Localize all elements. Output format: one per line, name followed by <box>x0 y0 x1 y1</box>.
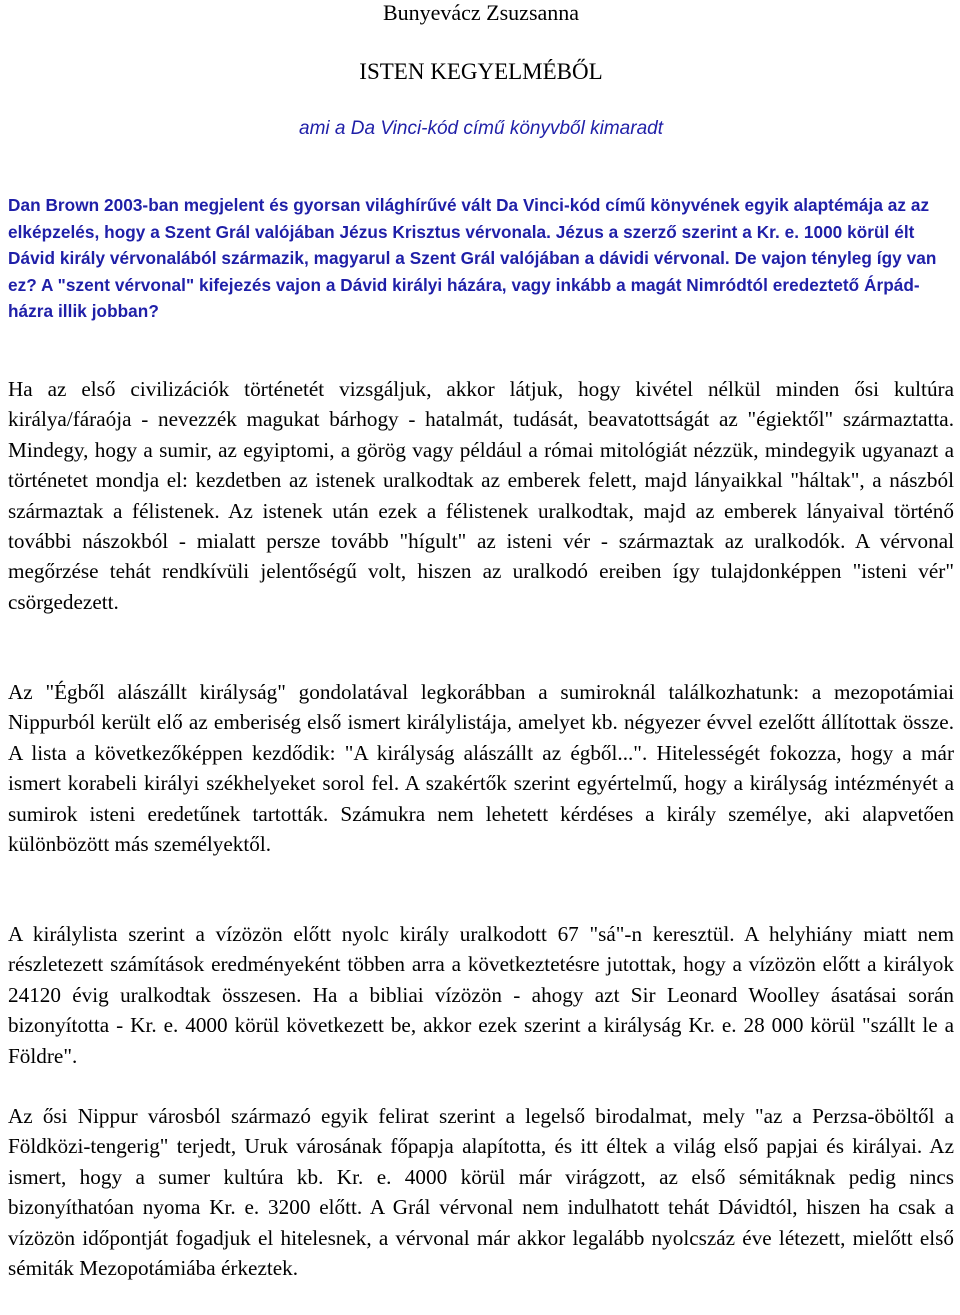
document-subtitle: ami a Da Vinci-kód című könyvből kimaradt <box>299 118 663 139</box>
body-paragraph-3: A királylista szerint a vízözön előtt nyolc király uralkodott 67 "sá"-n keresztül. A helyhiány miatt nem részletezett számítások eredményeként többen arra a következtetésre jutottak, hogy a vízözön előtt a királyok 24120 évig uralkodtak összesen. Ha a bibliai vízözön - ahogy azt Sir Leonard Woolley ásatásai során bizonyította - Kr. e. 4000 körül következett be, akkor ezek szerint a királyság Kr. e. 28 000 körül "szállt le a Földre". <box>8 922 954 1068</box>
document-title: ISTEN KEGYELMÉBŐL <box>359 59 603 84</box>
body-paragraph-1: Ha az első civilizációk történetét vizsgáljuk, akkor látjuk, hogy kivétel nélkül minden ősi kultúra királya/fáraója - nevezzék magukat bárhogy - hatalmát, tudását, beavatottságát az "égiektől" származtatta. Mindegy, hogy a sumir, az egyiptomi, a görög vagy például a római mitológiát nézzük, mindegyik ugyanazt a történetet mondja el: kezdetben az istenek uralkodtak az emberek felett, majd lányaikkal "háltak", a nászból származtak a félistenek. Az istenek után ezek a félistenek uralkodtak, majd az emberek lányaival történő további nászokból - mialatt persze tovább "hígult" az isteni vér - származtak az uralkodók. A vérvonal megőrzése tehát rendkívüli jelentőségű volt, hiszen az uralkodó ereiben így tulajdonképpen "isteni vér" csörgedezett. <box>8 377 954 614</box>
intro-paragraph: Dan Brown 2003-ban megjelent és gyorsan világhírűvé vált Da Vinci-kód című könyvének egyik alaptémája az az elképzelés, hogy a Szent Grál valójában Jézus Krisztus vérvonala. Jézus a szerző szerint a Kr. e. 1000 körül élt Dávid király vérvonalából származik, magyarul a Szent Grál valójában a dávidi vérvonal. De vajon tényleg így van ez? A "szent vérvonal" kifejezés vajon a Dávid királyi házára, vagy inkább a magát Nimródtól eredeztető Árpád-házra illik jobban? <box>8 195 937 321</box>
body-paragraph-4: Az ősi Nippur városból származó egyik felirat szerint a legelső birodalmat, mely "az a Perzsa-öböltől a Földközi-tengerig" terjedt, Uruk városának főpapja alapította, és itt éltek a világ első papjai és királyai. Az ismert, hogy a sumer kultúra kb. Kr. e. 4000 körül már virágzott, az első sémitáknak pedig nincs bizonyíthatóan nyoma Kr. e. 3200 előtt. A Grál vérvonal nem indulhatott tehát Dávidtól, hiszen ha csak a vízözön időpontját fogadjuk el hitelesnek, a vérvonal már akkor legalább nyolcszáz éve létezett, mielőtt első sémiták Mezopotámiába érkeztek. <box>8 1104 954 1281</box>
body-paragraph-2: Az "Égből alászállt királyság" gondolatával legkorábban a sumiroknál találkozhatunk: a mezopotámiai Nippurból került elő az emberiség első ismert királylistája, amelyet kb. négyezer évvel ezelőtt állítottak össze. A lista a következőképpen kezdődik: "A királyság alászállt az égből...". Hitelességét fokozza, hogy a már ismert korabeli királyi székhelyeket sorol fel. A szakértők szerint egyértelmű, hogy a királyság intézményét a sumirok isteni eredetűnek tartották. Számukra nem lehetett kérdéses a király személye, aki alapvetően különbözött más személyektől. <box>8 680 954 857</box>
document-page <box>8 0 954 1281</box>
author-name: Bunyevácz Zsuzsanna <box>382 0 580 25</box>
